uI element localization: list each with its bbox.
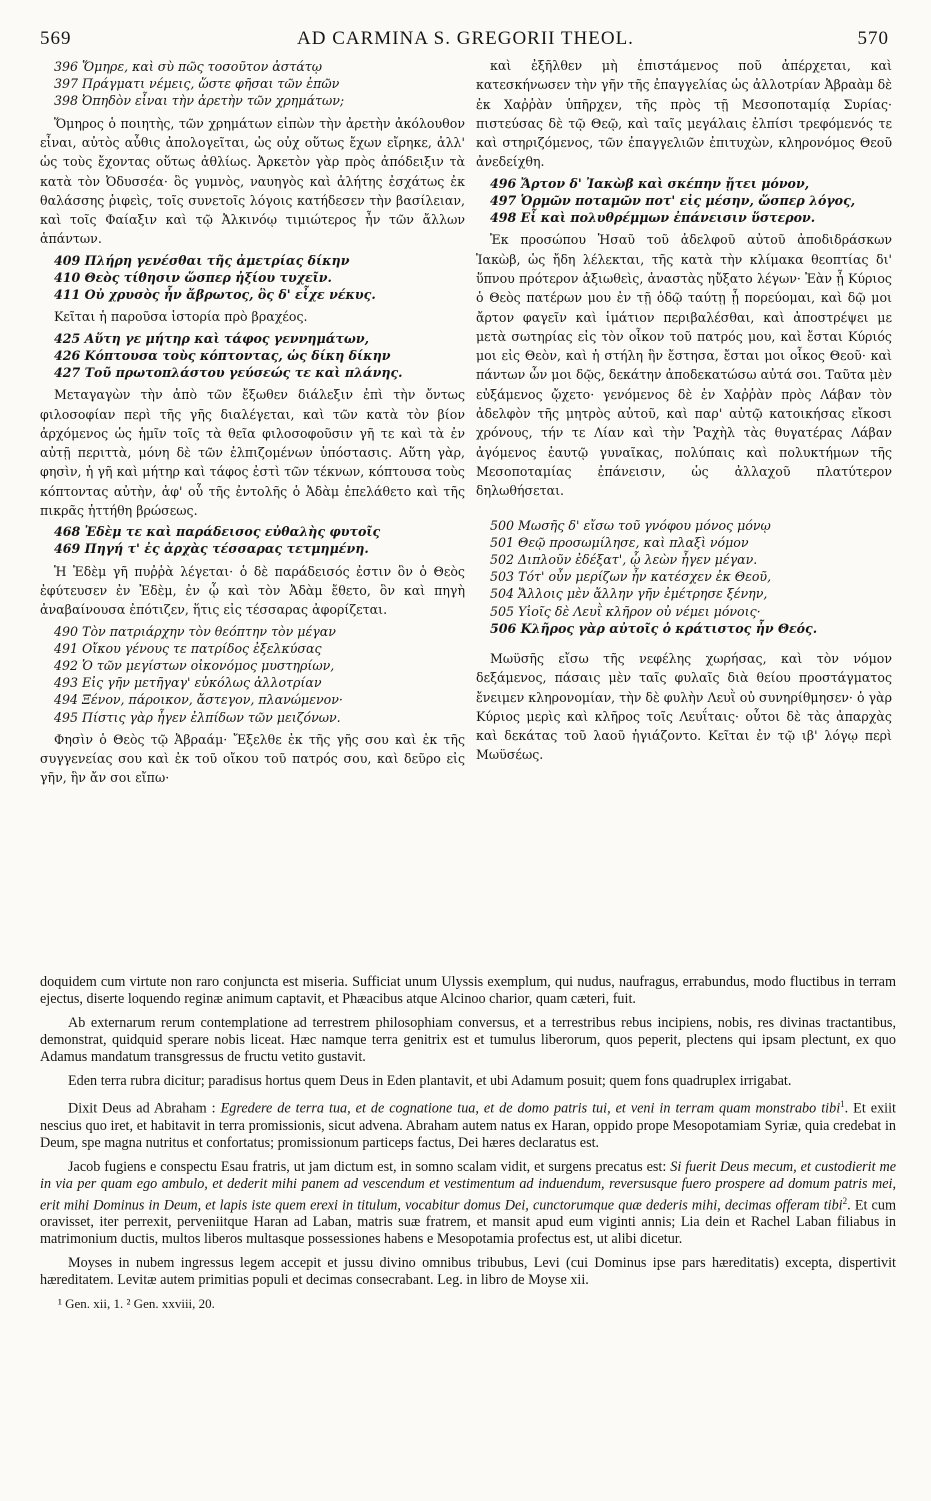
latin-paragraph: doquidem cum virtute non raro conjuncta est miseria. Sufficiat unum Ulyssis exemplum, qui nudus, naufragus, errabundus, modo fluctibus in terram ejectus, diserte loquendo reginæ animum captavit, et Phæacibus atque Alcinoo charior, quam cæteri, fuit. bbox=[40, 974, 896, 1007]
latin-text: . Et exiit nescius quo iret, et habitavit in terra promissionis, sicut advena. Abraham autem natus ex Haran, oppido prope Mesopotamiam Syriæ, quia credebat in Deum, spe magna nutritus et confortatus; promissionum particeps factus, Dei hæres declaratus est. bbox=[40, 1101, 896, 1151]
verses-468-469 bbox=[40, 523, 465, 557]
latin-paragraph bbox=[40, 1159, 896, 1248]
verse-line: 498 Εἶ καὶ πολυθρέμμων ἐπάνεισιν ὕστερον. bbox=[490, 210, 816, 226]
commentary-paragraph: Ἐκ προσώπου Ἡσαῦ τοῦ ἀδελφοῦ αὐτοῦ ἀποδιδράσκων Ἰακὼβ, ὡς ἤδη λέλεκται, τῆς κατὰ τὴν κλίμακα θεοπτίας δι' ὕπνου πρότερον ἀξιωθεὶς, ἀναστὰς ηὔξατο λέγων· Ἐὰν ᾖ Κύριος ὁ Θεὸς πατέρων μου ἐν τῇ ὁδῷ ταύτῃ ᾗ πορεύομαι, καὶ δῷ μοι ἄρτον φαγεῖν καὶ ἱμάτιον περιβαλέσθαι, καὶ ἀποστρέψει με μετὰ σωτηρίας εἰς τὸν οἶκον τοῦ πατρός μου, καὶ ἔσται Κύριός μοι εἰς Θεὸν, καὶ ἡ στήλη ἣν ἔστησα, ἔσται μοι οἶκος Θεοῦ· καὶ πάντων ὧν μοι δῷς, δεκάτην ἀποδεκατώσω αὐτά σοι. Ταῦτα μὲν εὐξάμενος ᾤχετο· γενόμενος δὲ ἐν Χαῤῥὰν πρὸς Λάβαν τὸν ἀδελφὸν τῆς μητρὸς αὐτοῦ, καὶ παρ' αὐτῷ κατοικήσας εἴκοσι χρόνους, τήν τε Λίαν καὶ τὴν Ῥαχὴλ τὰς θυγατέρας Λάβαν ἀγόμενος ἑαυτῷ γυναῖκας, πολύπαις καὶ πολυκτήμων τῆς Μεσοποταμίας ἐπάνεισιν, ὡς ἀλλαχοῦ πλατύτερον δηλωθήσεται. bbox=[476, 232, 892, 499]
commentary-paragraph: καὶ ἐξῆλθεν μὴ ἐπιστάμενος ποῦ ἀπέρχεται, καὶ κατεσκήνωσεν τὴν γῆν τῆς ἐπαγγελίας ὡς ἀλλοτρίαν Ἀβραὰμ δὲ ἐκ Χαῤῥὰν ὑπῆρχεν, τῆς πρὸς τῇ Μεσοποταμίᾳ Συρίας· πιστεύσας δὲ τῷ Θεῷ, καὶ ταῖς μεγάλαις ἐλπίσι τρεφόμενός τε καὶ στηριζόμενος, τῶν ἐπαγγελιῶν ἐπιτυχὼν, κληρονόμος Θεοῦ ἀνεδείχθη. bbox=[476, 58, 892, 170]
page-number-left: 569 bbox=[40, 28, 72, 49]
page-number-right: 570 bbox=[857, 28, 889, 49]
verse-line: 492 Ὁ τῶν μεγίστων οἰκονόμος μυστηρίων, bbox=[54, 657, 335, 673]
verse-line: 504 Ἄλλοις μὲν ἄλλην γῆν ἐμέτρησε ξένην, bbox=[490, 586, 768, 602]
verse-line: 491 Οἴκου γένους τε πατρίδος ἐξελκύσας bbox=[54, 640, 322, 656]
verse-line: 398 Ὀπηδὸν εἶναι τὴν ἀρετὴν τῶν χρημάτων; bbox=[54, 93, 345, 109]
scripture-quote: Egredere de terra tua, et de cognatione tua, et de domo patris tui, et veni in terram quam monstrabo tibi bbox=[220, 1101, 841, 1118]
latin-paragraph: Eden terra rubra dicitur; paradisus hortus quem Deus in Eden plantavit, et ubi Adamum posuit; quem fons quadruplex irrigabat. bbox=[68, 1072, 792, 1089]
verse-line: 409 Πλήρη γενέσθαι τῆς ἀμετρίας δίκην bbox=[54, 252, 350, 268]
verses-490-495 bbox=[40, 623, 465, 726]
verses-496-498 bbox=[476, 175, 892, 227]
commentary-paragraph: Μωϋσῆς εἴσω τῆς νεφέλης χωρήσας, καὶ τὸν νόμον δεξάμενος, πάσαις μὲν ταῖς φυλαῖς διὰ θείου προστάγματος ἔνειμεν κληρονομίαν, τὴν δὲ φυλὴν Λευῒ οὐ συνηρίθμησεν· ὁ γὰρ Κύριος μερὶς καὶ κλῆρος τοῖς Λευΐταις· οὗτοι δὲ τὰς ἀπαρχὰς καὶ δεκάτας τοῦ λαοῦ ἡγιάζοντο. Κεῖται ἐν τῷ ιβ' λόγῳ περὶ Μωϋσέως. bbox=[476, 650, 892, 763]
latin-text: Dixit Deus ad Abraham : bbox=[68, 1101, 221, 1118]
verse-line: 500 Μωσῆς δ' εἴσω τοῦ γνόφου μόνος μόνῳ bbox=[490, 517, 771, 533]
latin-paragraph: Ab externarum rerum contemplatione ad terrestrem philosophiam conversus, et a terrestribus rebus incipiens, nobis, res divinas tractantibus, demonstrat, quidquid sperare nobis liceat. Hæc namque terra genitrix est et tumulus liberorum, quos peperit, plectens qui ipsam plectunt, ex quo Adamus mandatum transgressus de fructu vetito gustavit. bbox=[40, 1014, 896, 1065]
verses-396-398 bbox=[40, 58, 465, 110]
latin-paragraph: Moyses in nubem ingressus legem accepit et jussu divino omnibus tribubus, Levi (cui Dominus ipse pars hæreditatis) excepta, dispertivit hæreditatem. Levitæ autem primitias populi et decimas consecrabant. Leg. in libro de Moyse xii. bbox=[40, 1255, 896, 1289]
latin-paragraph bbox=[40, 1096, 896, 1151]
verse-line: 426 Κόπτουσα τοὺς κόπτοντας, ὡς δίκη δίκην bbox=[54, 347, 391, 363]
right-greek-column bbox=[476, 56, 892, 768]
commentary-paragraph: Ἡ Ἐδὲμ γῆ πυῤῥὰ λέγεται· ὁ δὲ παράδεισός ἐστιν ὃν ὁ Θεὸς ἐφύτευσεν ἐν Ἐδὲμ, ἐν ᾧ καὶ τὸν Ἀδὰμ ἔθετο, ὃν καὶ πηγὴ ἀναβαίνουσα ἐπότιζεν, ἥτις εἰς τέσσαρας ἀφορίζεται. bbox=[40, 563, 465, 618]
verse-line: 469 Πηγή τ' ἐς ἀρχὰς τέσσαρας τετμημένη. bbox=[54, 541, 369, 557]
commentary-paragraph: Φησὶν ὁ Θεὸς τῷ Ἀβραάμ· Ἔξελθε ἐκ τῆς γῆς σου καὶ ἐκ τῆς συγγενείας σου καὶ ἐκ τοῦ οἴκου τοῦ πατρός σου, καὶ δεῦρο εἰς γῆν, ἣν ἄν σοι εἴπω· bbox=[40, 731, 465, 786]
verse-line: 505 Υἱοῖς δὲ Λευῒ κλῆρον οὐ νέμει μόνοις· bbox=[490, 603, 761, 619]
scripture-quote: Si fuerit Deus mecum, et custodierit me in via per quam ego ambulo, et dederit mihi panem ad vescendum et vestimentum ad induendum, reversusque fuero prospere ad domum patris mei, erit mihi Dominus in Deum, et lapis iste quem erexi in titulum, vocabitur domus Dei, cunctorumque quæ dederis mihi, decimas offeram tibi bbox=[40, 1158, 897, 1214]
latin-text: . Et cum oravisset, iter perrexit, perveniitque Haran ad Laban, matris suæ fratrem, et mansit apud eum viginti annis; Lia dein et Rachel Laban filiabus in matrimonium ductis, multos liberos multasque possessiones habens e Mesopotamia profectus est, ut alibi dicetur. bbox=[40, 1197, 896, 1248]
verse-line: 493 Εἰς γῆν μετῆγαγ' εὐκόλως ἀλλοτρίαν bbox=[54, 675, 322, 691]
verse-line: 497 Ὁρμῶν ποταμῶν ποτ' εἰς μέσην, ὥσπερ λόγος, bbox=[490, 192, 856, 208]
running-title: AD CARMINA S. GREGORII THEOL. bbox=[297, 28, 634, 49]
running-header bbox=[0, 20, 931, 50]
verse-line: 410 Θεὸς τίθησιν ὥσπερ ἠξίου τυχεῖν. bbox=[54, 269, 332, 285]
verse-line: 506 Κλῆρος γὰρ αὐτοῖς ὁ κράτιστος ἦν Θεός. bbox=[490, 620, 818, 636]
verses-425-427 bbox=[40, 330, 465, 382]
verse-line: 503 Τότ' οὖν μερίζων ἦν κατέσχεν ἐκ Θεοῦ, bbox=[490, 569, 772, 585]
verse-line: 495 Πίστις γὰρ ἦγεν ἐλπίδων τῶν μειζόνων. bbox=[54, 709, 341, 725]
verse-line: 425 Αὕτη γε μήτηρ καὶ τάφος γεννημάτων, bbox=[54, 330, 370, 346]
commentary-paragraph: Κεῖται ἡ παροῦσα ἱστορία πρὸ βραχέος. bbox=[54, 309, 308, 325]
latin-translation bbox=[40, 974, 896, 1313]
verse-line: 494 Ξένον, πάροικον, ἄστεγον, πλανώμενον· bbox=[54, 692, 343, 708]
commentary-paragraph: Μεταγαγὼν τὴν ἀπὸ τῶν ἔξωθεν διάλεξιν ἐπὶ τὴν ὄντως φιλοσοφίαν περὶ τῆς γῆς διαλέγεται, καὶ τῶν κατὰ τὸν βίον ἀρχόμενος ὡς ἡμῖν τοῖς τὰ θεῖα φιλοσοφοῦσιν γῆ τε καὶ τὰ ἐν αὐτῇ περιττὰ, μόνη δὲ τῶν ἐλπιζομένων ὑπόστασις. Αὕτη γὰρ, φησὶν, ἡ γῆ καὶ μήτηρ καὶ τάφος ἐστὶ τῶν τέκνων, κόπτουσα τοὺς κόπτοντας αὐτὴν, ἀφ' οὗ τῆς ἐντολῆς ὁ Ἀδὰμ ἐπελάθετο καὶ τῆς πικρᾶς ἡττήθη βρώσεως. bbox=[40, 387, 465, 518]
verse-line: 468 Ἐδὲμ τε καὶ παράδεισος εὐθαλὴς φυτοῖς bbox=[54, 524, 381, 540]
footnote-marker: 2 bbox=[842, 1195, 848, 1206]
verses-500-506 bbox=[476, 517, 892, 637]
verse-line: 397 Πράγματι νέμεις, ὥστε φῆσαι τῶν ἐπῶν bbox=[54, 76, 340, 92]
footnotes: ¹ Gen. xii, 1. ² Gen. xxviii, 20. bbox=[58, 1295, 215, 1311]
footnote-marker: 1 bbox=[840, 1099, 845, 1110]
left-greek-column bbox=[40, 56, 465, 791]
verses-409-411 bbox=[40, 252, 465, 304]
verse-line: 490 Τὸν πατριάρχην τὸν θεόπτην τὸν μέγαν bbox=[54, 623, 336, 639]
verse-line: 496 Ἄρτον δ' Ἰακὼβ καὶ σκέπην ᾔτει μόνον, bbox=[490, 175, 810, 191]
verse-line: 396 Ὅμηρε, καὶ σὺ πῶς τοσοῦτον ἀστάτῳ bbox=[54, 59, 323, 74]
verse-line: 427 Τοῦ πρωτοπλάστου γεύσεώς τε καὶ πλάνης. bbox=[54, 365, 403, 380]
verse-line: 502 Διπλοῦν ἐδέξατ', ᾧ λεὼν ἦγεν μέγαν. bbox=[490, 551, 758, 567]
verse-line: 501 Θεῷ προσωμίλησε, καὶ πλαξὶ νόμον bbox=[490, 534, 749, 550]
latin-text: Jacob fugiens e conspectu Esau fratris, ut jam dictum est, in somno scalam vidit, et surgens precatus est: bbox=[68, 1158, 671, 1175]
commentary-paragraph: Ὅμηρος ὁ ποιητὴς, τῶν χρημάτων εἰπὼν τὴν ἀρετὴν ἀκόλουθον εἶναι, αὐτὸς αὖθις ἀπολογεῖται, ὡς οὐχ οὕτως ἔχων εἴρηκε, ἀλλ' ὡς τοὺς ἔχοντας οὕτως ἀθλίως. Ἀρκετὸν γὰρ πρὸς ἀπόδειξιν τὰ κατὰ τὸν Ὀδυσσέα· ὃς γυμνὸς, ναυηγὸς καὶ ἀλήτης ἐσχάτως ἐκ θαλάσσης ῥιφεὶς, τοῖς συνετοῖς λόγοις κατήδεσεν τὴν βασίλειαν, καὶ τοῖς Φαίαξιν καὶ τῷ Ἀλκινόῳ τιμιώτερος ἦν τῶν ἄλλων ἁπάντων. bbox=[40, 115, 465, 247]
verse-line: 411 Οὐ χρυσὸς ἦν ἄβρωτος, ὃς δ' εἶχε νέκυς. bbox=[54, 287, 376, 303]
